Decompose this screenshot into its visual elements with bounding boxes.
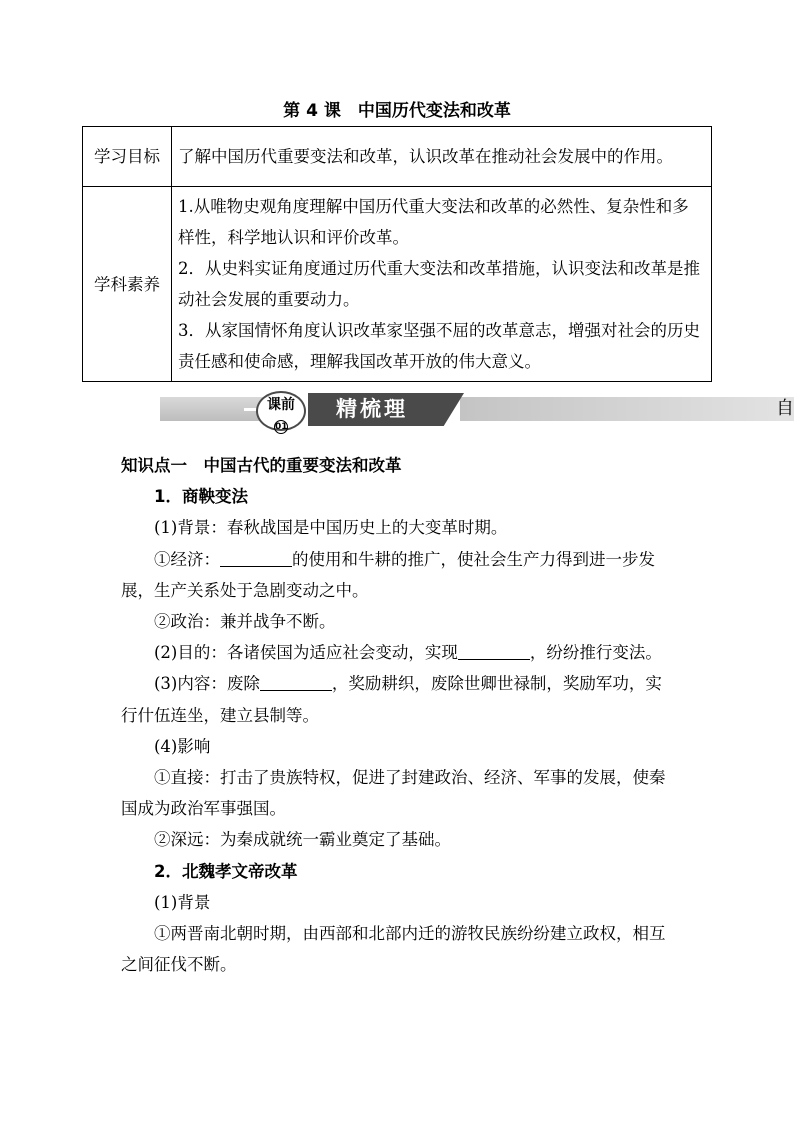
paragraph: (4)影响 <box>154 736 211 756</box>
paragraph: (1)背景 <box>154 892 211 912</box>
section-badge-text: 课前 <box>267 397 295 413</box>
paragraph <box>121 544 676 606</box>
text-run: 的使用和牛耕的推广，使社会生产力得到进一步发展，生产关系处于急剧变动之中。 <box>121 549 655 600</box>
competency-item: 2．从史料实证角度通过历代重大变法和改革措施，认识变法和改革是推动社会发展的重要动力。 <box>178 259 700 309</box>
text-run: (2)目的：各诸侯国为适应社会变动，实现 <box>154 643 458 663</box>
paragraph: ①直接：打击了贵族特权，促进了封建政治、经济、军事的发展，使秦国成为政治军事强国。 <box>121 768 666 819</box>
knowledge-heading: 知识点一 中国古代的重要变法和改革 <box>121 456 402 475</box>
competency-list <box>172 187 712 382</box>
objectives-table <box>82 126 712 382</box>
competency-item: 3．从家国情怀角度认识改革家坚强不屈的改革意志，增强对社会的历史责任感和使命感，理解我国改革开放的伟大意义。 <box>178 321 700 371</box>
fill-blank <box>220 549 292 567</box>
banner-stripe-right <box>460 397 794 421</box>
banner-title: 精梳理 <box>336 397 408 421</box>
section-heading: 2．北魏孝文帝改革 <box>154 861 298 881</box>
table-row <box>83 127 712 187</box>
learning-goal-label: 学习目标 <box>83 127 172 187</box>
fill-blank <box>458 643 530 661</box>
section-badge-number: 01 <box>275 422 288 432</box>
section-badge <box>256 391 306 431</box>
table-row <box>83 187 712 382</box>
paragraph: ②政治：兼并战争不断。 <box>154 612 336 632</box>
text-run: ，纷纷推行变法。 <box>529 643 662 663</box>
main-content <box>121 450 676 980</box>
competency-item: 1.从唯物史观角度理解中国历代重大变法和改革的必然性、复杂性和多样性，科学地认识和评价改革。 <box>178 197 689 247</box>
section-banner <box>160 393 794 432</box>
banner-right-text: 自 <box>776 398 794 419</box>
fill-blank <box>260 674 332 692</box>
lesson-title: 第 4 课 中国历代变法和改革 <box>283 101 511 121</box>
section-heading: 1．商鞅变法 <box>154 487 248 507</box>
text-run: ①经济： <box>154 549 220 569</box>
learning-goal-text: 了解中国历代重要变法和改革，认识改革在推动社会发展中的作用。 <box>172 127 712 187</box>
text-run: (3)内容：废除 <box>154 674 260 694</box>
paragraph <box>121 637 676 668</box>
paragraph <box>121 668 676 730</box>
text-run: ，奖励耕织，废除世卿世禄制，奖励军功，实行什伍连坐，建立县制等。 <box>121 674 662 725</box>
paragraph: ②深远：为秦成就统一霸业奠定了基础。 <box>154 830 451 850</box>
paragraph: (1)背景：春秋战国是中国历史上的大变革时期。 <box>154 518 508 538</box>
paragraph: ①两晋南北朝时期，由西部和北部内迁的游牧民族纷纷建立政权，相互之间征伐不断。 <box>121 924 666 975</box>
competency-label: 学科素养 <box>83 187 172 382</box>
